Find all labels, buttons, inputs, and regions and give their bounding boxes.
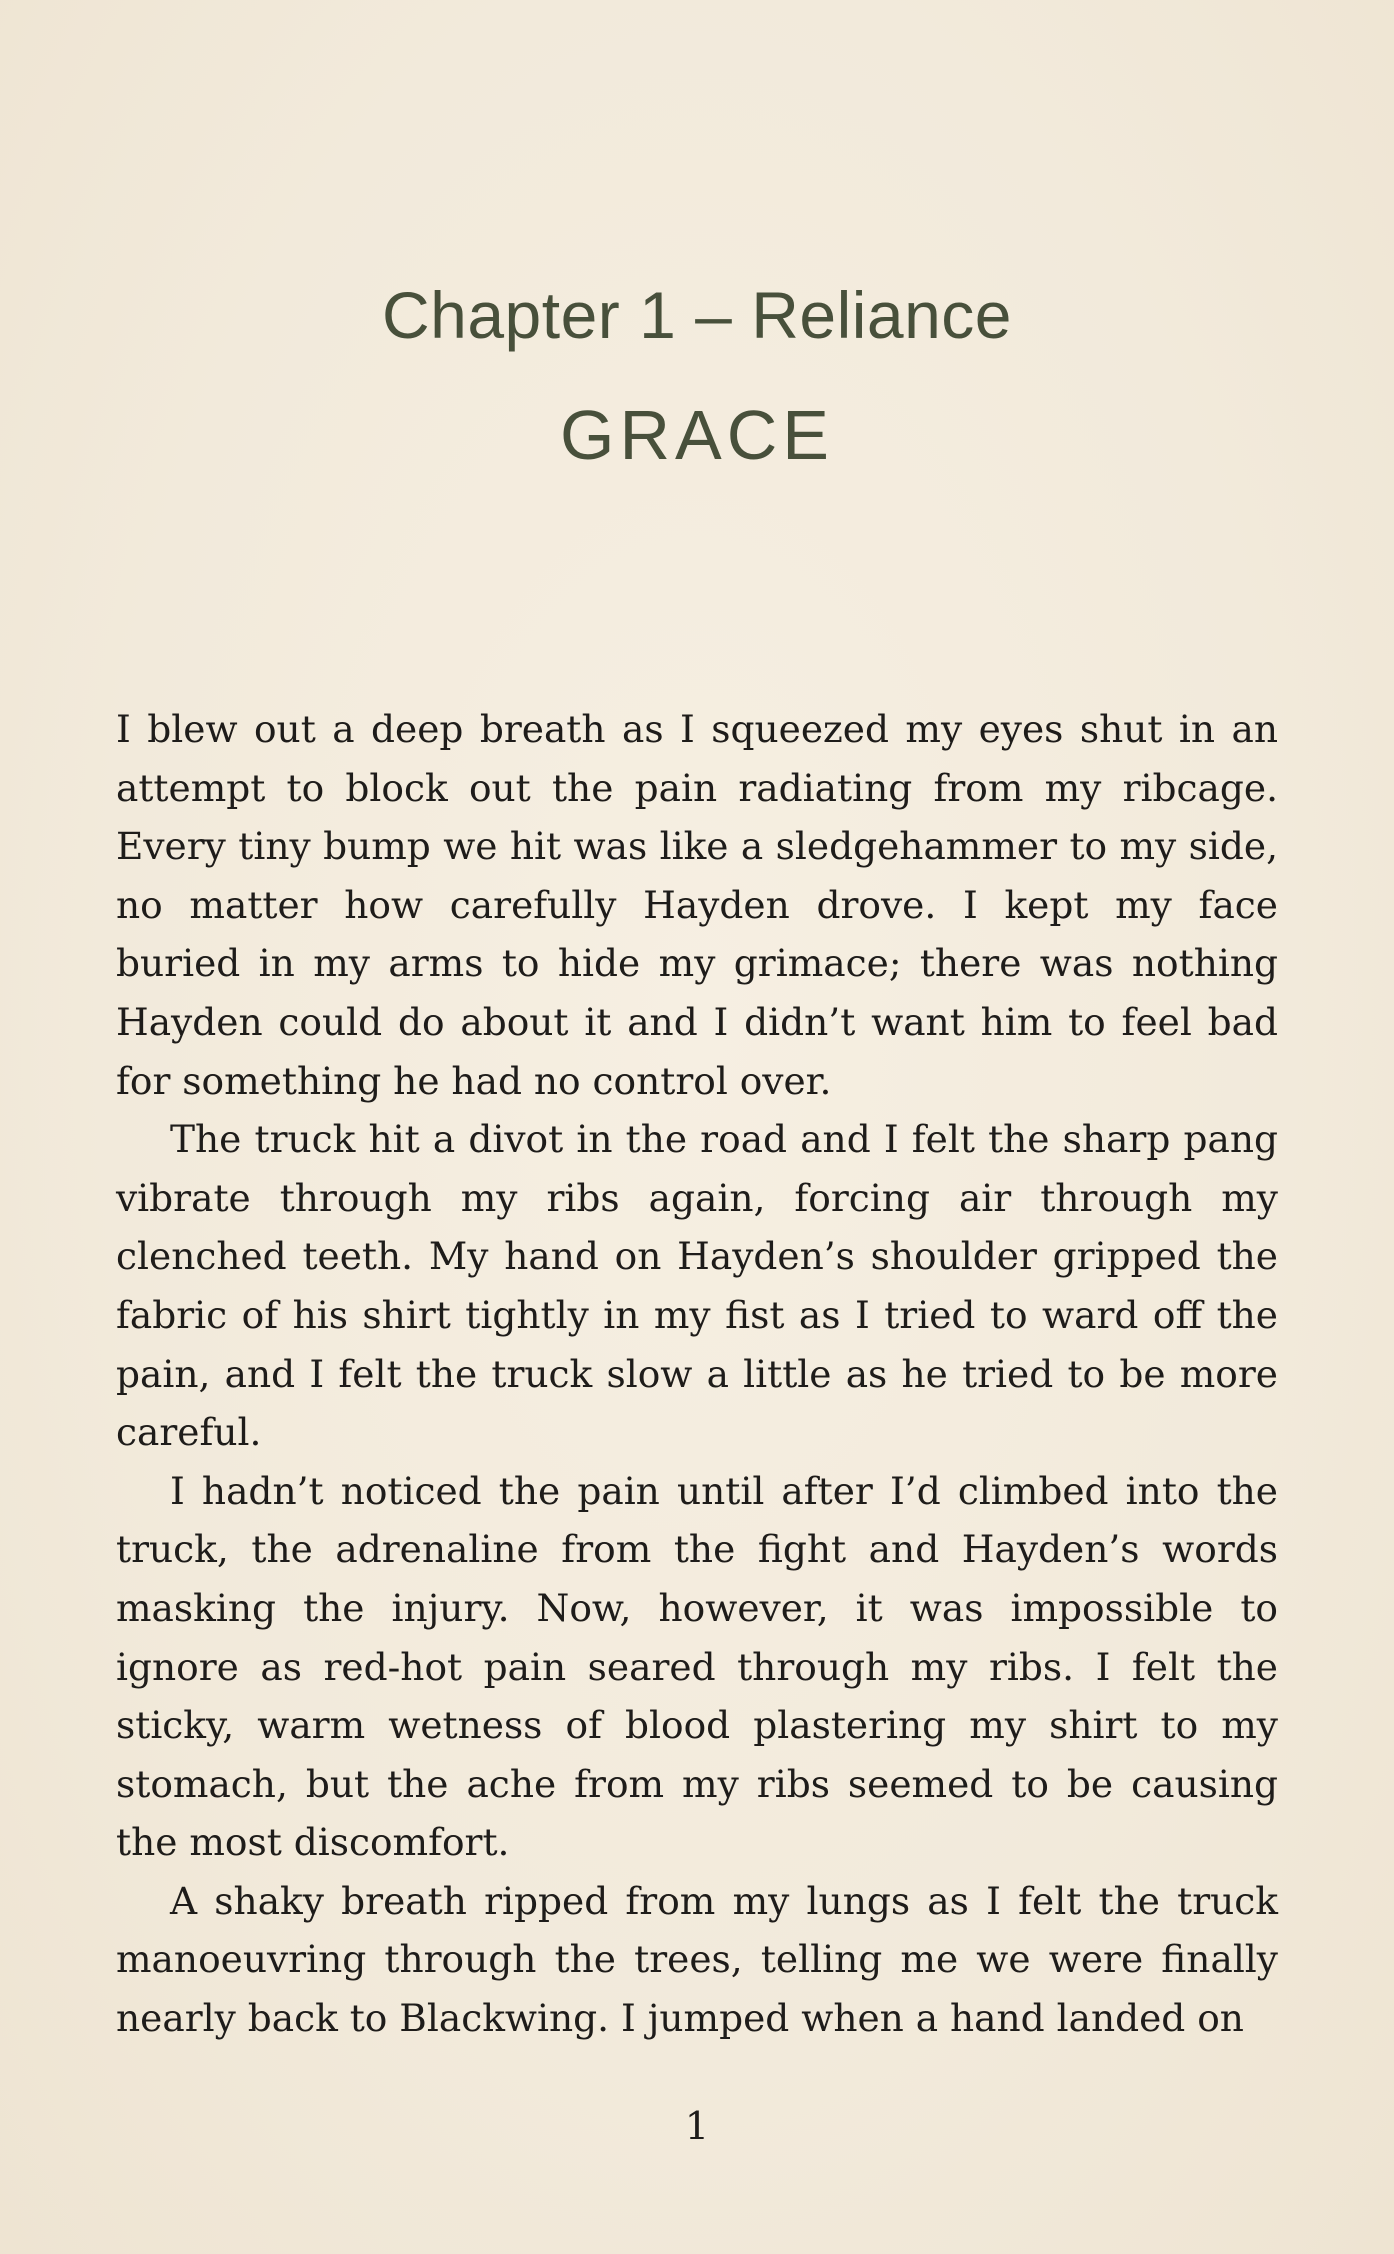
paragraph: I hadn’t noticed the pain until after I’d climbed into the truck, the adrenaline from the fight and Hayden’s words masking the injury. Now, however, it was impossible to ignore as red-hot pain seared through my ribs. I felt the sticky, warm wetness of blood plastering my shirt to my stomach, but the ache from my ribs seemed to be causing the most discomfort. [116, 1468, 1278, 1865]
paragraph: I blew out a deep breath as I squeezed my eyes shut in an attempt to block out the pain radiating from my ribcage. Every tiny bump we hit was like a sledgehammer to my side, no matter how carefully Hayden drove. I kept my face buried in my arms to hide my grimace; there was nothing Hayden could do about it and I didn’t want him to feel bad for something he had no control over. [116, 707, 1278, 1103]
chapter-title: Chapter 1 – Reliance [381, 278, 1013, 352]
page-number: 1 [684, 2104, 710, 2148]
chapter-body [116, 700, 1278, 2048]
paragraph: A shaky breath ripped from my lungs as I felt the truck manoeuvring through the trees, telling me we were finally nearly back to Blackwing. I jumped when a hand landed on [116, 1878, 1278, 2041]
paragraph: The truck hit a divot in the road and I felt the sharp pang vibrate through my ribs again, forcing air through my clenched teeth. My hand on Hayden’s shoulder gripped the fabric of his shirt tightly in my fist as I tried to ward off the pain, and I felt the truck slow a little as he tried to be more careful. [116, 1117, 1278, 1455]
chapter-subtitle: GRACE [560, 396, 834, 474]
